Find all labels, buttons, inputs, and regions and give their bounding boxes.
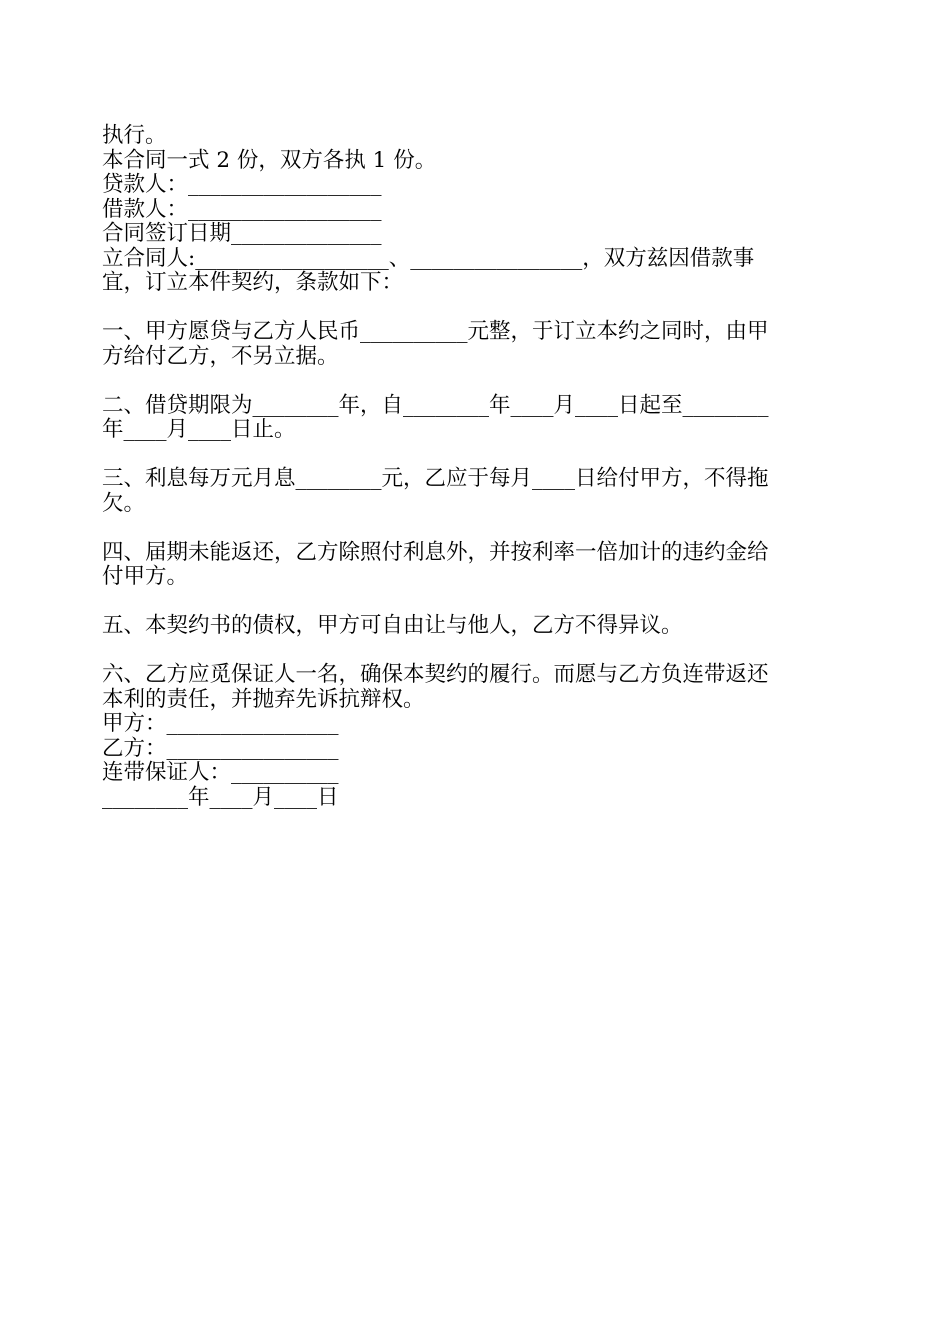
- clause-6: [102, 663, 852, 712]
- clause-line: 二、借贷期限为________年，自________年____月____日起至________: [102, 392, 769, 418]
- clause-line: 方给付乙方，不另立据。: [102, 343, 339, 369]
- signature-date: ________年____月____日: [102, 784, 339, 810]
- party-a-signature: 甲方：________________: [102, 711, 339, 736]
- paragraph-gap: [102, 590, 852, 615]
- clause-line: 四、届期未能返还，乙方除照付利息外，并按利率一倍加计的违约金给: [102, 539, 769, 565]
- paragraph-gap: [102, 369, 852, 394]
- paragraph-gap: [102, 639, 852, 664]
- guarantor-signature: 连带保证人：__________: [102, 760, 339, 785]
- clause-line: 欠。: [102, 490, 146, 516]
- lender-line: 贷款人：__________________: [102, 172, 382, 197]
- clause-line: 六、乙方应觅保证人一名，确保本契约的履行。而愿与乙方负连带返还: [102, 662, 769, 687]
- text-line: 宜，订立本件契约，条款如下：: [102, 270, 404, 295]
- clause-3: [102, 467, 852, 516]
- party-b-signature: 乙方：________________: [102, 735, 339, 761]
- paragraph-gap: [102, 443, 852, 468]
- clause-line: 本利的责任，并抛弃先诉抗辩权。: [102, 686, 425, 712]
- clause-line: 五、本契约书的债权，甲方可自由让与他人，乙方不得异议。: [102, 613, 683, 638]
- clause-1: [102, 320, 852, 369]
- paragraph-gap: [102, 516, 852, 541]
- clause-line: 年____月____日止。: [102, 417, 296, 442]
- clause-line: 一、甲方愿贷与乙方人民币__________元整，于订立本约之同时，由甲: [102, 319, 769, 344]
- sign-date-line: 合同签订日期______________: [102, 221, 382, 246]
- clause-2: [102, 394, 852, 443]
- borrower-line: 借款人：__________________: [102, 196, 382, 222]
- document-page: [102, 124, 852, 810]
- clause-4: [102, 541, 852, 590]
- signature-block: [102, 712, 852, 810]
- parties-line: 立合同人:__________________、________________，双方兹因借款事: [102, 245, 755, 271]
- clause-5: [102, 614, 852, 639]
- header-lines: [102, 124, 852, 296]
- clause-line: 三、利息每万元月息________元，乙应于每月____日给付甲方，不得拖: [102, 466, 769, 491]
- paragraph-gap: [102, 296, 852, 321]
- text-line: 执行。: [102, 123, 167, 148]
- text-line: 本合同一式 2 份，双方各执 1 份。: [102, 147, 437, 173]
- clause-line: 付甲方。: [102, 564, 189, 589]
